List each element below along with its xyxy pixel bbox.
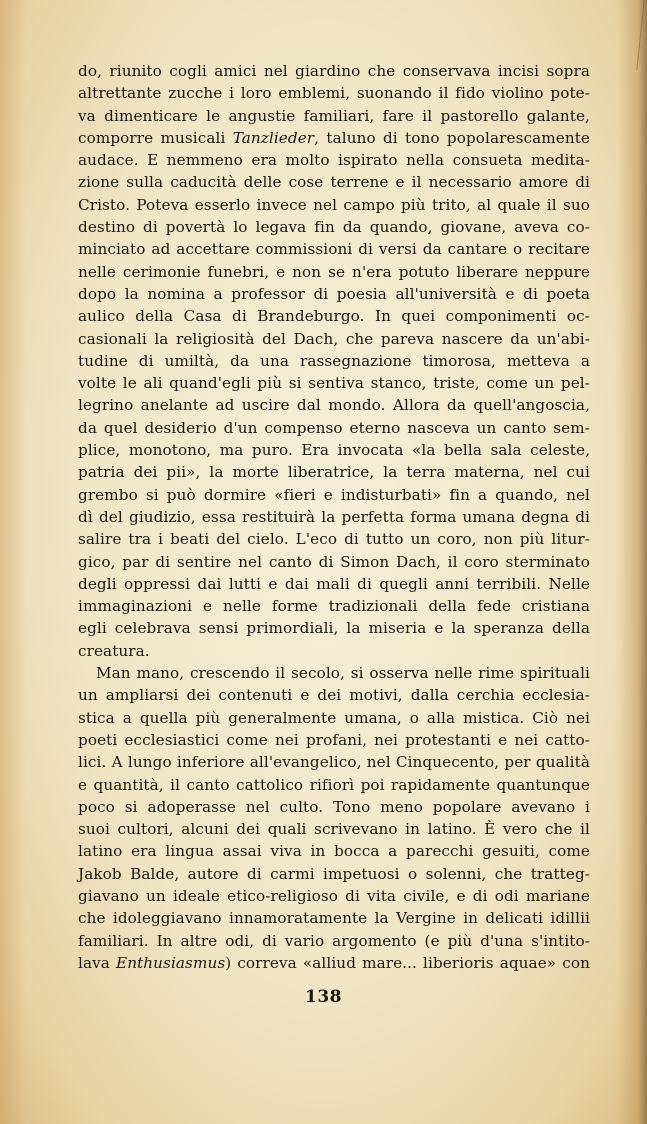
text-line: grembo si può dormire «fieri e indisturbati» fin a quando, nel xyxy=(78,485,590,504)
text-line: e quantità, il canto cattolico rifiorì poi rapidamente quantunque xyxy=(78,775,590,794)
text-line: patria dei pii», la morte liberatrice, la terra materna, nel cui xyxy=(78,463,590,482)
text-line: destino di povertà lo legava fin da quando, giovane, aveva co- xyxy=(78,218,590,237)
text-line: un ampliarsi dei contenuti e dei motivi, dalla cerchia ecclesia- xyxy=(78,686,590,705)
text-line: familiari. In altre odi, di vario argomento (e più d'una s'intito- xyxy=(78,931,590,950)
text-line: plice, monotono, ma puro. Era invocata «la bella sala celeste, xyxy=(78,441,590,460)
page-right-edge-shadow xyxy=(617,0,647,1124)
text-line: Cristo. Poteva esserlo invece nel campo più trito, al quale il suo xyxy=(78,195,590,214)
text-line: casionali la religiosità del Dach, che pareva nascere da un'abi- xyxy=(78,329,590,348)
italic-term: Enthusiasmus xyxy=(116,953,226,972)
text-line: dopo la nomina a professor di poesia all'università e di poeta xyxy=(78,284,590,303)
text-line: legrino anelante ad uscire dal mondo. Allora da quell'angoscia, xyxy=(78,396,590,415)
text-line: lici. A lungo inferiore all'evangelico, nel Cinquecento, per qualità xyxy=(78,753,590,772)
text-line: degli oppressi dai lutti e dai mali di quegli anni terribili. Nelle xyxy=(78,574,590,593)
page-corner-fold xyxy=(596,0,644,70)
text-line: stica a quella più generalmente umana, o alla mistica. Ciò nei xyxy=(78,708,590,727)
page-left-edge-shadow xyxy=(0,0,26,1124)
text-line: che idoleggiavano innamoratamente la Vergine in delicati idillii xyxy=(78,909,590,928)
text-line: lava Enthusiasmus) correva «alliud mare... liberioris aquae» con xyxy=(78,953,590,972)
body-text xyxy=(78,60,590,974)
text-line: do, riunito cogli amici nel giardino che conservava incisi sopra xyxy=(78,62,590,80)
text-line: gico, par di sentire nel canto di Simon Dach, il coro sterminato xyxy=(78,552,590,571)
text-line: dì del giudizio, essa restituirà la perfetta forma umana degna di xyxy=(78,507,590,526)
text-line: minciato ad accettare commissioni di versi da cantare o recitare xyxy=(78,240,590,259)
text-line: poco si adoperasse nel culto. Tono meno popolare avevano i xyxy=(78,797,590,816)
text-line: comporre musicali Tanzlieder, taluno di tono popolarescamente xyxy=(78,128,590,147)
text-line: giavano un ideale etico-religioso di vita civile, e di odi mariane xyxy=(78,886,590,905)
text-line: Jakob Balde, autore di carmi impetuosi o solenni, che tratteg- xyxy=(78,864,590,883)
text-line: latino era lingua assai viva in bocca a parecchi gesuiti, come xyxy=(78,842,590,861)
text-line: poeti ecclesiastici come nei profani, nei protestanti e nei catto- xyxy=(78,730,590,749)
text-line: immaginazioni e nelle forme tradizionali della fede cristiana xyxy=(78,597,590,616)
text-line: volte le ali quand'egli più si sentiva stanco, triste, come un pel- xyxy=(78,374,590,393)
text-line: egli celebrava sensi primordiali, la miseria e la speranza della xyxy=(78,619,590,638)
italic-term: Tanzlieder xyxy=(232,128,315,147)
text-line: aulico della Casa di Brandeburgo. In quei componimenti oc- xyxy=(78,307,590,326)
text-line: creatura. xyxy=(78,641,150,660)
text-line: altrettante zucche i loro emblemi, suonando il fido violino pote- xyxy=(78,84,590,103)
text-line: nelle cerimonie funebri, e non se n'era potuto liberare neppure xyxy=(78,262,590,281)
text-line: da quel desiderio d'un compenso eterno nasceva un canto sem- xyxy=(78,418,590,437)
text-line: suoi cultori, alcuni dei quali scrivevano in latino. È vero che il xyxy=(78,820,590,839)
text-line: va dimenticare le angustie familiari, fare il pastorello galante, xyxy=(78,106,590,125)
text-line: tudine di umiltà, da una rassegnazione timorosa, metteva a xyxy=(78,351,590,370)
text-line: audace. E nemmeno era molto ispirato nella consueta medita- xyxy=(78,151,590,170)
text-line: zione sulla caducità delle cose terrene e il necessario amore di xyxy=(78,173,590,192)
text-line: Man mano, crescendo il secolo, si osserva nelle rime spirituali xyxy=(96,664,590,683)
text-line: salire tra i beati del cielo. L'eco di tutto un coro, non più litur- xyxy=(78,530,590,549)
page-number: 138 xyxy=(305,987,342,1007)
